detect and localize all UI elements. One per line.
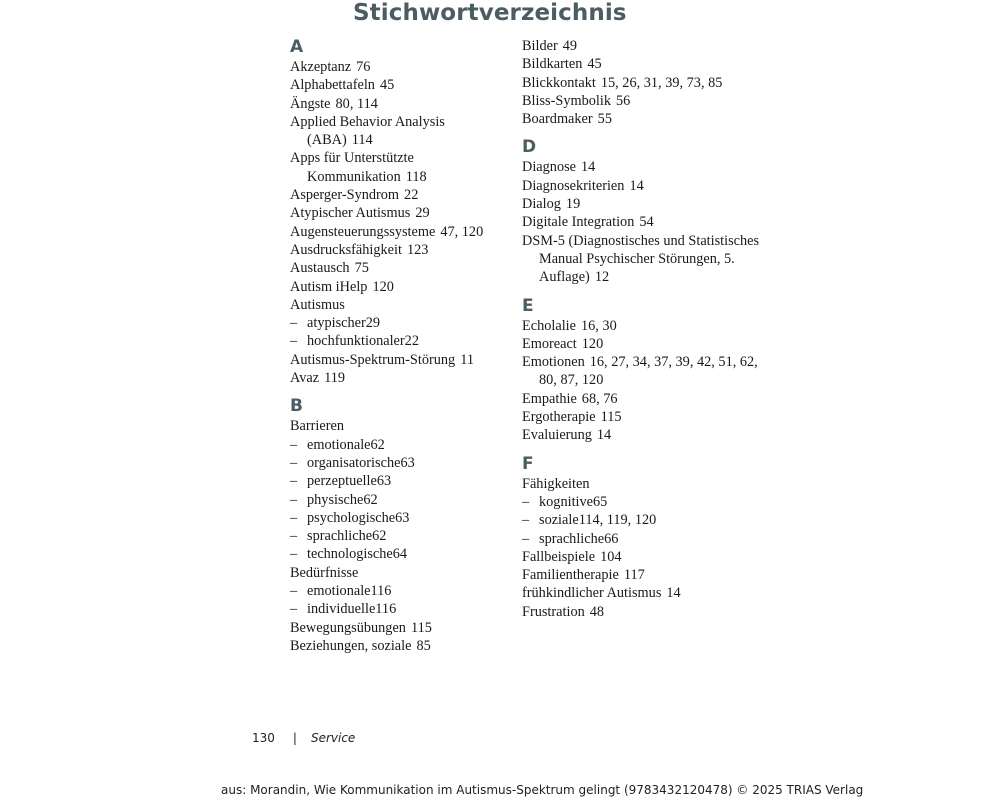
entry-pages: 66	[604, 530, 619, 547]
subentry-term: soziale	[539, 512, 579, 529]
index-entry	[290, 204, 510, 222]
entry-pages: 15, 26, 31, 39, 73, 85	[600, 74, 723, 91]
entry-term: Diagnose	[522, 159, 576, 176]
index-section-b-continued	[522, 37, 762, 128]
section-letter: F	[522, 453, 534, 474]
index-section-b	[290, 396, 510, 655]
subentry-term: emotionale	[307, 436, 371, 453]
entry-pages: 65	[593, 493, 608, 510]
index-entry	[290, 351, 510, 369]
entry-pages: 22	[404, 333, 419, 350]
entry-term: Bewegungsübungen	[290, 619, 406, 636]
index-subentry	[522, 493, 762, 511]
entry-term: Bildkarten	[522, 56, 583, 73]
entry-pages: 16, 30	[580, 317, 617, 334]
index-entry	[522, 92, 762, 110]
entry-term: Bedürfnisse	[290, 564, 359, 581]
entry-pages: 14	[581, 159, 596, 176]
subentry-term: atypischer	[307, 315, 366, 332]
index-subentry	[290, 436, 510, 454]
entry-term: Evaluierung	[522, 427, 592, 444]
entry-pages: 120	[372, 278, 394, 295]
entry-pages: 123	[406, 241, 429, 258]
subentry-term: emotionale	[307, 583, 371, 600]
entry-pages: 48	[589, 603, 605, 620]
index-section-f	[522, 454, 762, 621]
index-entry	[522, 37, 762, 55]
entry-term: Dialog	[522, 196, 561, 213]
entry-pages: 55	[597, 111, 612, 128]
index-section-d	[522, 137, 762, 286]
section-letter: A	[290, 37, 304, 57]
index-entry	[290, 369, 510, 387]
index-entry	[522, 475, 762, 493]
index-entry	[522, 232, 762, 287]
index-entry	[290, 259, 510, 277]
entry-pages: 14	[666, 585, 681, 602]
index-section-a	[290, 37, 510, 387]
entry-pages: 16, 27, 34, 37, 39, 42, 51, 62, 80, 87, 120	[539, 354, 758, 389]
entry-term: frühkindlicher Autismus	[522, 585, 662, 602]
entry-term: Asperger-Syndrom	[290, 187, 400, 204]
entry-term: Emotionen	[522, 354, 585, 371]
index-entry	[290, 223, 510, 241]
index-entry	[290, 113, 510, 150]
index-entry	[290, 58, 510, 76]
entry-pages: 14	[596, 427, 612, 444]
entry-term: Autismus	[290, 296, 345, 313]
entry-pages: 68, 76	[581, 390, 618, 407]
entry-term: Bilder	[522, 38, 558, 54]
index-entry	[290, 564, 510, 582]
section-letter: E	[522, 295, 534, 316]
entry-pages: 56	[615, 92, 631, 109]
entry-pages: 63	[400, 454, 415, 471]
index-entry	[522, 584, 762, 602]
entry-pages: 116	[375, 601, 397, 618]
entry-pages: 45	[587, 56, 602, 73]
entry-term: Alphabettafeln	[290, 77, 375, 94]
entry-pages: 54	[639, 214, 654, 231]
index-subentry	[290, 600, 510, 618]
index-entry	[522, 353, 762, 390]
entry-pages: 47, 120	[440, 223, 484, 240]
entry-pages: 118	[405, 168, 427, 185]
index-entry	[522, 74, 762, 92]
index-entry	[290, 637, 510, 655]
entry-term: Emoreact	[522, 335, 577, 352]
section-letter: D	[522, 137, 537, 158]
entry-term: Frustration	[522, 603, 585, 620]
entry-term: Barrieren	[290, 418, 344, 435]
index-entry	[290, 417, 510, 435]
entry-pages: 104	[600, 548, 622, 565]
source-citation: aus: Morandin, Wie Kommunikation im Autismus-Spektrum gelingt (9783432120478) © 2025 TRIAS Verlag	[221, 783, 864, 797]
entry-term: Avaz	[290, 370, 320, 387]
entry-term: Ängste	[290, 95, 331, 112]
index-entry	[522, 408, 762, 426]
entry-term: Ausdrucksfähigkeit	[290, 241, 402, 258]
page-footer	[252, 731, 355, 745]
index-entry	[290, 149, 510, 186]
index-entry	[522, 55, 762, 73]
index-subentry	[290, 454, 510, 472]
entry-term: Diagnosekriterien	[522, 177, 625, 194]
entry-pages: 119	[324, 370, 346, 387]
subentry-term: physische	[307, 491, 364, 508]
entry-term: Digitale Integration	[522, 214, 635, 231]
entry-pages: 62	[372, 528, 387, 545]
index-entry	[522, 110, 762, 128]
entry-pages: 63	[395, 509, 410, 526]
entry-pages: 114, 119, 120	[578, 512, 657, 529]
entry-term: Bliss-Symbolik	[522, 92, 611, 109]
entry-term: Akzeptanz	[290, 59, 352, 75]
subentry-term: organisatorische	[307, 454, 401, 471]
subentry-term: technologische	[307, 546, 393, 563]
entry-pages: 29	[365, 315, 381, 332]
subentry-term: sprachliche	[539, 530, 605, 547]
entry-term: Apps für Unterstützte Kommunikation	[290, 150, 414, 185]
index-subentry	[290, 527, 510, 545]
section-label: Service	[310, 731, 356, 745]
entry-term: Blickkontakt	[522, 74, 596, 91]
entry-pages: 117	[623, 567, 645, 584]
entry-pages: 19	[565, 196, 581, 213]
subentry-term: individuelle	[307, 601, 376, 618]
index-subentry	[290, 545, 510, 563]
entry-pages: 62	[363, 491, 378, 508]
entry-term: Fallbeispiele	[522, 548, 596, 565]
index-entry	[522, 566, 762, 584]
entry-pages: 11	[460, 351, 474, 368]
entry-pages: 115	[600, 409, 622, 426]
index-entry	[290, 296, 510, 314]
entry-term: Autismus-Spektrum-Störung	[290, 351, 456, 368]
index-column-left	[290, 36, 510, 664]
entry-pages: 64	[392, 546, 408, 563]
entry-pages: 75	[354, 260, 369, 277]
subentry-term: perzeptuelle	[307, 473, 377, 490]
entry-pages: 114	[351, 132, 373, 149]
index-subentry	[290, 509, 510, 527]
index-subentry	[522, 511, 762, 529]
entry-term: Autism iHelp	[290, 278, 368, 295]
index-entry	[290, 619, 510, 637]
entry-pages: 22	[404, 187, 419, 204]
index-column-right	[522, 36, 762, 630]
entry-pages: 85	[416, 637, 431, 654]
footer-separator: |	[292, 731, 297, 745]
entry-term: Familientherapie	[522, 567, 619, 584]
entry-term: Ergotherapie	[522, 409, 596, 426]
entry-pages: 29	[415, 205, 430, 222]
subentry-term: psychologische	[307, 509, 396, 526]
page-title: Stichwortverzeichnis	[353, 0, 627, 26]
entry-pages: 120	[581, 335, 604, 352]
index-subentry	[290, 472, 510, 490]
index-entry	[290, 76, 510, 94]
entry-term: Atypischer Autismus	[290, 205, 411, 222]
index-entry	[522, 426, 762, 444]
entry-pages: 76	[356, 59, 371, 75]
entry-pages: 116	[370, 583, 392, 600]
entry-pages: 45	[379, 77, 395, 94]
index-subentry	[290, 332, 510, 350]
index-subentry	[290, 582, 510, 600]
index-entry	[522, 213, 762, 231]
page-number: 130	[252, 731, 275, 745]
index-entry	[290, 95, 510, 113]
subentry-term: kognitive	[539, 493, 594, 510]
subentry-term: hochfunktionaler	[307, 333, 405, 350]
index-entry	[290, 241, 510, 259]
entry-term: DSM-5 (Diagnostisches und Statistisches Manual Psychischer Störungen, 5. Auflage)	[522, 232, 760, 286]
entry-pages: 62	[370, 436, 385, 453]
entry-pages: 14	[629, 177, 644, 194]
index-entry	[522, 317, 762, 335]
index-entry	[522, 158, 762, 176]
index-entry	[522, 177, 762, 195]
index-entry	[522, 390, 762, 408]
index-entry	[290, 186, 510, 204]
index-entry	[522, 335, 762, 353]
entry-pages: 12	[594, 269, 610, 286]
index-entry	[522, 548, 762, 566]
index-subentry	[290, 314, 510, 332]
index-section-e	[522, 296, 762, 445]
index-entry	[522, 603, 762, 621]
entry-term: Fähigkeiten	[522, 475, 590, 492]
entry-term: Echolalie	[522, 317, 576, 334]
entry-term: Boardmaker	[522, 111, 593, 128]
entry-pages: 115	[410, 619, 432, 636]
subentry-term: sprachliche	[307, 528, 373, 545]
index-entry	[290, 278, 510, 296]
entry-pages: 49	[562, 38, 578, 54]
entry-term: Applied Behavior Analysis (ABA)	[290, 113, 445, 149]
entry-pages: 63	[376, 473, 392, 490]
section-letter: B	[290, 396, 303, 417]
index-entry	[522, 195, 762, 213]
entry-pages: 80, 114	[335, 95, 378, 112]
index-subentry	[522, 530, 762, 548]
entry-term: Austausch	[290, 260, 350, 277]
entry-term: Empathie	[522, 390, 577, 407]
entry-term: Beziehungen, soziale	[290, 637, 412, 654]
entry-term: Augensteuerungssysteme	[290, 223, 436, 240]
index-subentry	[290, 491, 510, 509]
